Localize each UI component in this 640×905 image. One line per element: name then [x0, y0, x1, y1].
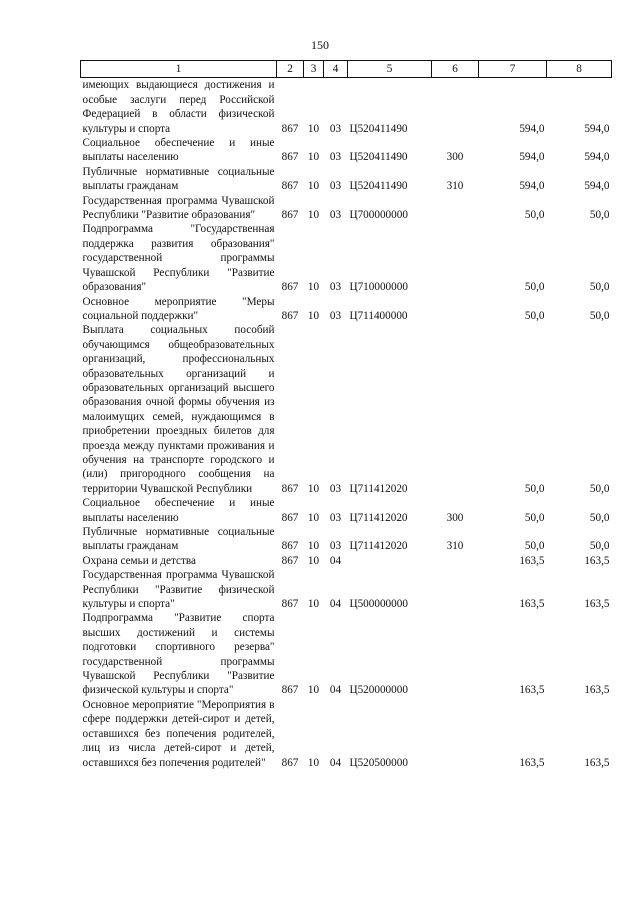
- row-amount-year1-cell: 50,0: [524, 482, 545, 495]
- row-name-cell: Основное мероприятие "Мероприятия в сфере поддержки детей-сирот и детей, оставшихся без попечения родителей, лиц из числа детей-сирот и детей, оставшихся без попечения родителей": [82, 698, 275, 769]
- column-header: 2: [277, 61, 304, 78]
- row-name-cell: Основное мероприятие "Меры социальной поддержки": [82, 295, 275, 322]
- row-expense-type-cell: [432, 222, 479, 294]
- row-section-cell: 10: [307, 684, 320, 697]
- row-target-item-cell: Ц520411490: [349, 180, 408, 193]
- row-target-item-cell: Ц520000000: [349, 684, 408, 697]
- row-amount-year1-cell: 163,5: [519, 756, 545, 769]
- column-header: 1: [81, 61, 277, 78]
- row-grbs-cell: 867: [281, 554, 299, 567]
- column-header: 3: [304, 61, 324, 78]
- row-grbs-cell: 867: [281, 482, 299, 495]
- row-subsection-cell: 03: [329, 122, 342, 135]
- row-amount-year1-cell: 50,0: [524, 281, 545, 294]
- row-subsection-cell: 03: [329, 180, 342, 193]
- row-amount-year1-cell: 594,0: [519, 122, 545, 135]
- table-row: [81, 611, 612, 697]
- row-grbs-cell: 867: [281, 540, 299, 553]
- row-target-item-cell: Ц711400000: [349, 309, 408, 322]
- table-row: [81, 165, 612, 194]
- row-grbs-cell: 867: [281, 684, 299, 697]
- table-row: [81, 568, 612, 611]
- row-amount-year1-cell: 50,0: [524, 209, 545, 222]
- row-target-item-cell: Ц500000000: [349, 598, 408, 611]
- column-header: 6: [432, 61, 479, 78]
- row-expense-type-cell: [432, 611, 479, 697]
- row-amount-year2-cell: 594,0: [584, 122, 610, 135]
- row-section-cell: 10: [307, 122, 320, 135]
- table-row: [81, 78, 612, 136]
- row-amount-year2-cell: 50,0: [589, 511, 610, 524]
- row-expense-type-cell: 310: [446, 180, 464, 193]
- row-section-cell: 10: [307, 180, 320, 193]
- row-subsection-cell: 04: [329, 756, 342, 769]
- row-target-item-cell: Ц700000000: [349, 209, 408, 222]
- row-amount-year1-cell: 594,0: [519, 151, 545, 164]
- row-target-item-cell: Ц711412020: [349, 540, 408, 553]
- row-target-item-cell: Ц710000000: [349, 281, 408, 294]
- row-amount-year1-cell: 50,0: [524, 540, 545, 553]
- row-name-cell: Охрана семьи и детства: [82, 554, 196, 567]
- table-row: [81, 525, 612, 554]
- row-name-cell: Социальное обеспечение и иные выплаты населению: [82, 137, 275, 164]
- row-target-item-cell: Ц520411490: [349, 122, 408, 135]
- row-section-cell: 10: [307, 482, 320, 495]
- row-name-cell: Подпрограмма "Развитие спорта высших достижений и системы подготовки спортивного резерва" государственной программы Чувашской Республики "Развитие физической культуры и спорта": [82, 612, 275, 697]
- row-section-cell: 10: [307, 281, 320, 294]
- row-section-cell: 10: [307, 309, 320, 322]
- table-row: [81, 496, 612, 525]
- column-header: 4: [324, 61, 348, 78]
- table-header: [81, 61, 612, 78]
- row-subsection-cell: 03: [329, 209, 342, 222]
- row-expense-type-cell: [432, 295, 479, 324]
- row-grbs-cell: 867: [281, 180, 299, 193]
- row-target-item-cell: Ц711412020: [349, 482, 408, 495]
- row-name-cell: Подпрограмма "Государственная поддержка развития образования" государственной программы Чувашской Республики "Развитие образования": [82, 223, 275, 294]
- row-grbs-cell: 867: [281, 309, 299, 322]
- row-grbs-cell: 867: [281, 756, 299, 769]
- table-row: [81, 554, 612, 568]
- row-grbs-cell: 867: [281, 598, 299, 611]
- row-amount-year2-cell: 163,5: [584, 598, 610, 611]
- row-section-cell: 10: [307, 511, 320, 524]
- row-target-item-cell: [348, 554, 432, 568]
- row-expense-type-cell: [432, 568, 479, 611]
- row-amount-year1-cell: 163,5: [519, 598, 545, 611]
- row-section-cell: 10: [307, 540, 320, 553]
- table-row: [81, 222, 612, 294]
- row-grbs-cell: 867: [281, 122, 299, 135]
- row-section-cell: 10: [307, 756, 320, 769]
- row-target-item-cell: Ц711412020: [349, 511, 408, 524]
- row-subsection-cell: 03: [329, 281, 342, 294]
- row-name-cell: Социальное обеспечение и иные выплаты населению: [82, 497, 275, 524]
- row-grbs-cell: 867: [281, 281, 299, 294]
- row-expense-type-cell: [432, 78, 479, 136]
- row-section-cell: 10: [307, 151, 320, 164]
- row-name-cell: Выплата социальных пособий обучающимся общеобразовательных организаций, профессиональных образовательных организаций и образовательных организаций высшего образования очной формы обучения из малоимущих семей, нуждающимся в приобретении проездных билетов для проезда между пунктами проживания и обучения на транспорте городского и (или) пригородного сообщения на территории Чувашской Республики: [82, 324, 275, 495]
- row-amount-year2-cell: 50,0: [589, 309, 610, 322]
- budget-table: [80, 60, 612, 770]
- row-name-cell: Государственная программа Чувашской Республики "Развитие образования": [82, 194, 275, 222]
- row-name-cell: Государственная программа Чувашской Республики "Развитие физической культуры и спорта": [82, 569, 275, 611]
- row-target-item-cell: Ц520411490: [349, 151, 408, 164]
- row-grbs-cell: 867: [281, 151, 299, 164]
- row-grbs-cell: 867: [281, 209, 299, 222]
- row-amount-year2-cell: 50,0: [589, 281, 610, 294]
- page-number: 150: [311, 38, 329, 52]
- row-amount-year1-cell: 594,0: [519, 180, 545, 193]
- row-name-cell: имеющих выдающиеся достижения и особые заслуги перед Российской Федерацией в области физической культуры и спорта: [82, 79, 275, 135]
- row-subsection-cell: 03: [329, 511, 342, 524]
- row-amount-year2-cell: 163,5: [584, 554, 610, 567]
- row-expense-type-cell: [432, 698, 479, 770]
- row-expense-type-cell: 300: [446, 151, 464, 164]
- table-row: [81, 295, 612, 324]
- row-amount-year1-cell: 50,0: [524, 511, 545, 524]
- table-row: [81, 136, 612, 165]
- row-target-item-cell: Ц520500000: [349, 756, 408, 769]
- row-amount-year2-cell: 163,5: [584, 756, 610, 769]
- row-subsection-cell: 03: [329, 309, 342, 322]
- row-subsection-cell: 03: [329, 482, 342, 495]
- row-amount-year2-cell: 50,0: [589, 209, 610, 222]
- row-subsection-cell: 03: [329, 151, 342, 164]
- row-expense-type-cell: [432, 323, 479, 496]
- row-subsection-cell: 04: [329, 684, 342, 697]
- row-expense-type-cell: [432, 194, 479, 223]
- table-row: [81, 698, 612, 770]
- column-header: 5: [348, 61, 432, 78]
- row-subsection-cell: 04: [329, 598, 342, 611]
- table-body: [81, 78, 612, 770]
- row-amount-year2-cell: 594,0: [584, 180, 610, 193]
- row-name-cell: Публичные нормативные социальные выплаты гражданам: [82, 526, 275, 553]
- row-section-cell: 10: [307, 554, 320, 567]
- row-amount-year2-cell: 163,5: [584, 684, 610, 697]
- row-expense-type-cell: 300: [446, 511, 464, 524]
- row-amount-year1-cell: 50,0: [524, 309, 545, 322]
- row-amount-year1-cell: 163,5: [519, 554, 545, 567]
- row-amount-year2-cell: 50,0: [589, 482, 610, 495]
- row-section-cell: 10: [307, 598, 320, 611]
- row-name-cell: Публичные нормативные социальные выплаты гражданам: [82, 165, 275, 193]
- row-amount-year2-cell: 50,0: [589, 540, 610, 553]
- table-row: [81, 323, 612, 496]
- row-amount-year1-cell: 163,5: [519, 684, 545, 697]
- column-header: 8: [547, 61, 612, 78]
- table-row: [81, 194, 612, 223]
- row-section-cell: 10: [307, 209, 320, 222]
- row-expense-type-cell: [432, 554, 479, 568]
- row-expense-type-cell: 310: [446, 540, 464, 553]
- row-amount-year2-cell: 594,0: [584, 151, 610, 164]
- column-header: 7: [479, 61, 547, 78]
- row-grbs-cell: 867: [281, 511, 299, 524]
- row-subsection-cell: 04: [329, 554, 342, 567]
- row-subsection-cell: 03: [329, 540, 342, 553]
